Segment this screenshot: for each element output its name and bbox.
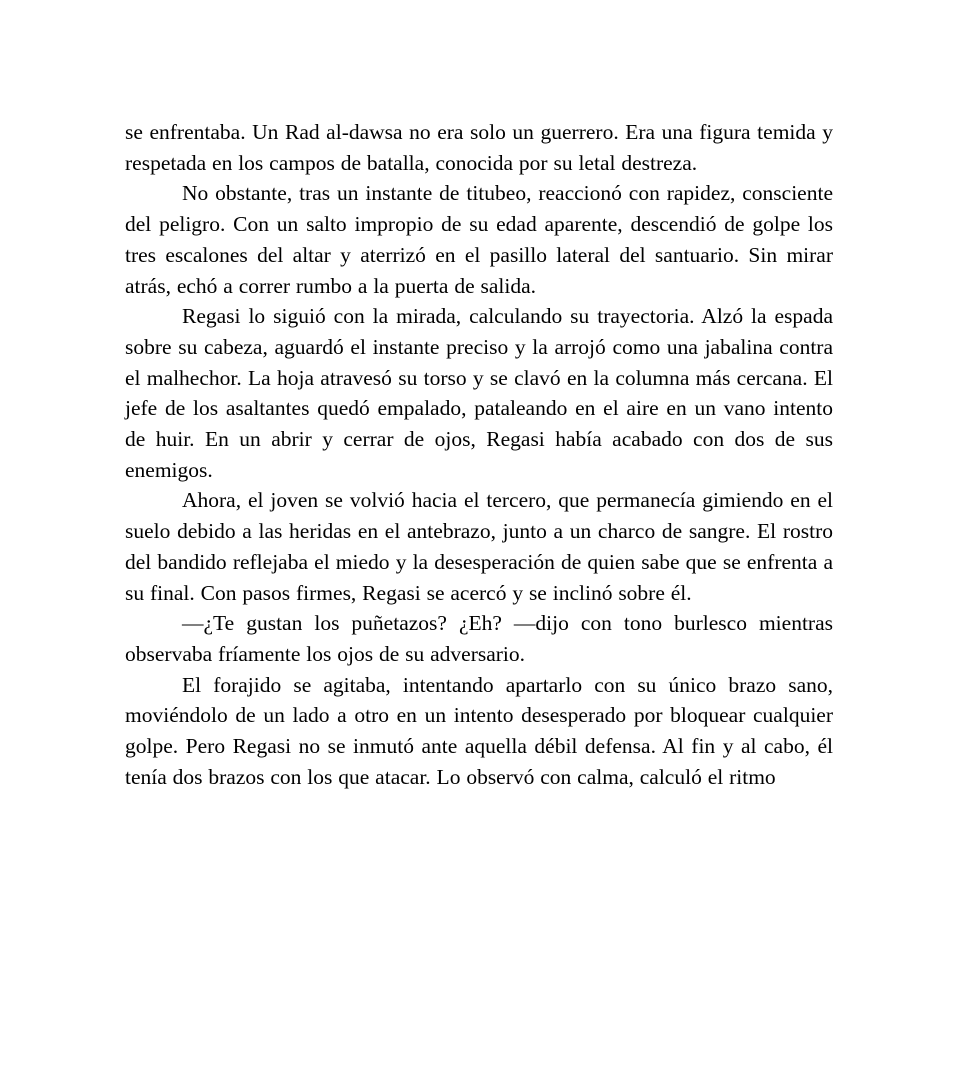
paragraph: Ahora, el joven se volvió hacia el tercero, que permanecía gimiendo en el suelo debido a las heridas en el antebrazo, junto a un charco de sangre. El rostro del bandido reflejaba el miedo y la desesperación de quien sabe que se enfrenta a su final. Con pasos firmes, Regasi se acercó y se inclinó sobre él. xyxy=(125,488,833,605)
paragraph-dialogue: —¿Te gustan los puñetazos? ¿Eh? —dijo con tono burlesco mientras observaba fríamente los ojos de su adversario. xyxy=(125,611,833,666)
paragraph: El forajido se agitaba, intentando apartarlo con su único brazo sano, moviéndolo de un lado a otro en un intento desesperado por bloquear cualquier golpe. Pero Regasi no se inmutó ante aquella débil defensa. Al fin y al cabo, él tenía dos brazos con los que atacar. Lo observó con calma, calculó el ritmo xyxy=(125,672,833,789)
paragraph-continuation: se enfrentaba. Un Rad al-dawsa no era solo un guerrero. Era una figura temida y respetada en los campos de batalla, conocida por su letal destreza. xyxy=(125,120,833,175)
body-text xyxy=(125,117,833,792)
paragraph: No obstante, tras un instante de titubeo, reaccionó con rapidez, consciente del peligro. Con un salto impropio de su edad aparente, descendió de golpe los tres escalones del altar y aterrizó en el pasillo lateral del santuario. Sin mirar atrás, echó a correr rumbo a la puerta de salida. xyxy=(125,181,833,298)
paragraph: Regasi lo siguió con la mirada, calculando su trayectoria. Alzó la espada sobre su cabeza, aguardó el instante preciso y la arrojó como una jabalina contra el malhechor. La hoja atravesó su torso y se clavó en la columna más cercana. El jefe de los asaltantes quedó empalado, pataleando en el aire en un vano intento de huir. En un abrir y cerrar de ojos, Regasi había acabado con dos de sus enemigos. xyxy=(125,304,833,482)
